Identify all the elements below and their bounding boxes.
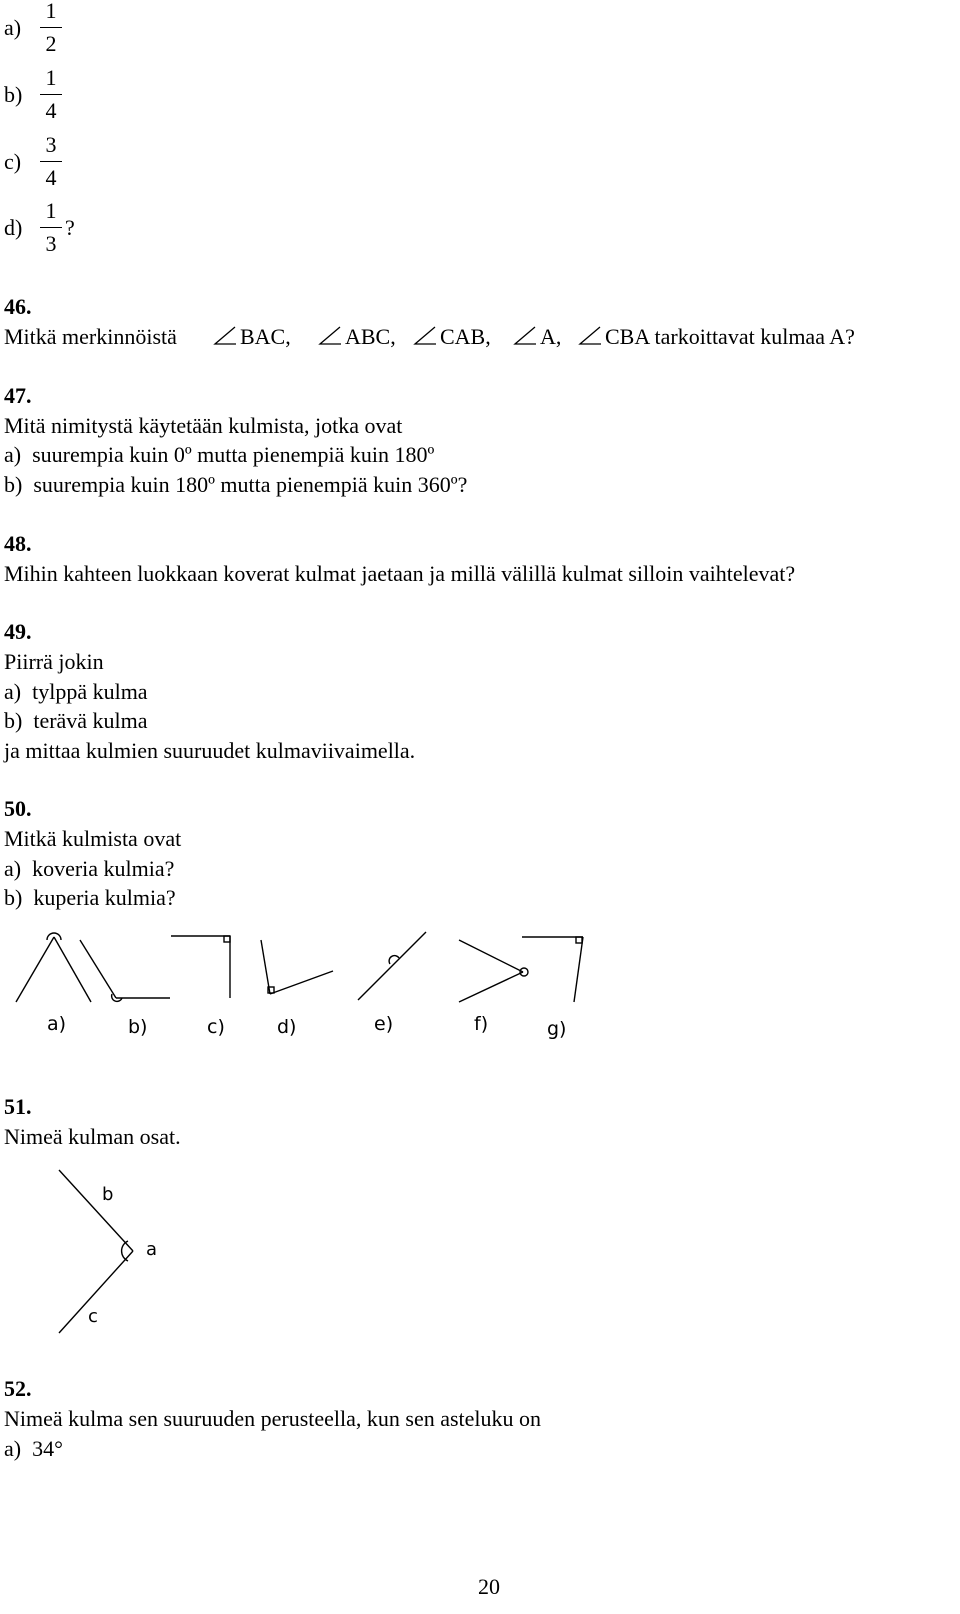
- angle-part-label-a: a: [146, 1239, 158, 1260]
- angle-icon: [578, 326, 602, 346]
- question-number-49: 49.: [4, 619, 32, 644]
- fraction: 1 2: [40, 0, 62, 55]
- q49-line: Piirrä jokin: [4, 649, 104, 674]
- q47-line: b) suurempia kuin 180º mutta pienempiä kuin 360º?: [4, 472, 468, 497]
- angle-figure-c: [171, 936, 230, 998]
- fraction-label: b): [4, 82, 23, 107]
- angle-figure-f: [459, 940, 528, 1002]
- figure-label-e: e): [374, 1013, 394, 1035]
- q50-line: a) koveria kulmia?: [4, 856, 175, 881]
- angle-part-label-b: b: [102, 1184, 114, 1205]
- fraction-label: d): [4, 215, 23, 240]
- q46-notation: ABC,: [345, 324, 396, 349]
- figure-label-g: g): [547, 1018, 567, 1040]
- question-number-50: 50.: [4, 796, 32, 821]
- fraction: 3 4: [40, 134, 62, 189]
- angle-figure-g: [522, 937, 583, 1002]
- angle-icon: [318, 326, 342, 346]
- angle-figure-a: [16, 933, 91, 1002]
- q47-line: a) suurempia kuin 0º mutta pienempiä kuin 180º: [4, 442, 435, 467]
- q49-line: a) tylppä kulma: [4, 679, 148, 704]
- q50-line: b) kuperia kulmia?: [4, 885, 176, 910]
- angle-figure-d: [261, 940, 333, 994]
- figure-label-c: c): [207, 1016, 225, 1038]
- q50-line: Mitkä kulmista ovat: [4, 826, 182, 851]
- figure-label-a: a): [47, 1013, 67, 1035]
- question-number-48: 48.: [4, 531, 32, 556]
- angle-figure-e: [358, 932, 426, 1000]
- q52-line: Nimeä kulma sen suuruuden perusteella, kun sen asteluku on: [4, 1406, 542, 1431]
- angle-icon: [213, 326, 237, 346]
- page-number: 20: [478, 1574, 500, 1599]
- question-number-52: 52.: [4, 1376, 32, 1401]
- q51-line: Nimeä kulman osat.: [4, 1124, 181, 1149]
- figure-label-d: d): [277, 1016, 297, 1038]
- question-number-51: 51.: [4, 1094, 32, 1119]
- figure-label-f: f): [474, 1013, 489, 1035]
- angle-icon: [413, 326, 437, 346]
- fraction-label: a): [4, 15, 22, 40]
- fraction-label: c): [4, 149, 22, 174]
- fraction-suffix: ?: [65, 215, 75, 240]
- q46-notation: A,: [540, 324, 562, 349]
- q46-notation: CBA tarkoittavat kulmaa A?: [605, 324, 855, 349]
- q49-line: b) terävä kulma: [4, 708, 148, 733]
- q46-prefix: Mitkä merkinnöistä: [4, 324, 177, 349]
- angle-icon: [513, 326, 537, 346]
- q48-line: Mihin kahteen luokkaan koverat kulmat jaetaan ja millä välillä kulmat silloin vaihtelevat?: [4, 561, 796, 586]
- fraction: 1 4: [40, 67, 62, 122]
- q52-line: a) 34°: [4, 1436, 63, 1461]
- angle-figure-b: [80, 940, 170, 1001]
- figure-label-b: b): [128, 1016, 148, 1038]
- angle-part-label-c: c: [88, 1306, 98, 1327]
- q47-line: Mitä nimitystä käytetään kulmista, jotka ovat: [4, 413, 403, 438]
- question-number-46: 46.: [4, 294, 32, 319]
- q49-line: ja mittaa kulmien suuruudet kulmaviivaimella.: [4, 738, 416, 763]
- q46-notation: BAC,: [240, 324, 291, 349]
- question-number-47: 47.: [4, 383, 32, 408]
- fraction: 1 3: [40, 200, 62, 255]
- q46-notation: CAB,: [440, 324, 491, 349]
